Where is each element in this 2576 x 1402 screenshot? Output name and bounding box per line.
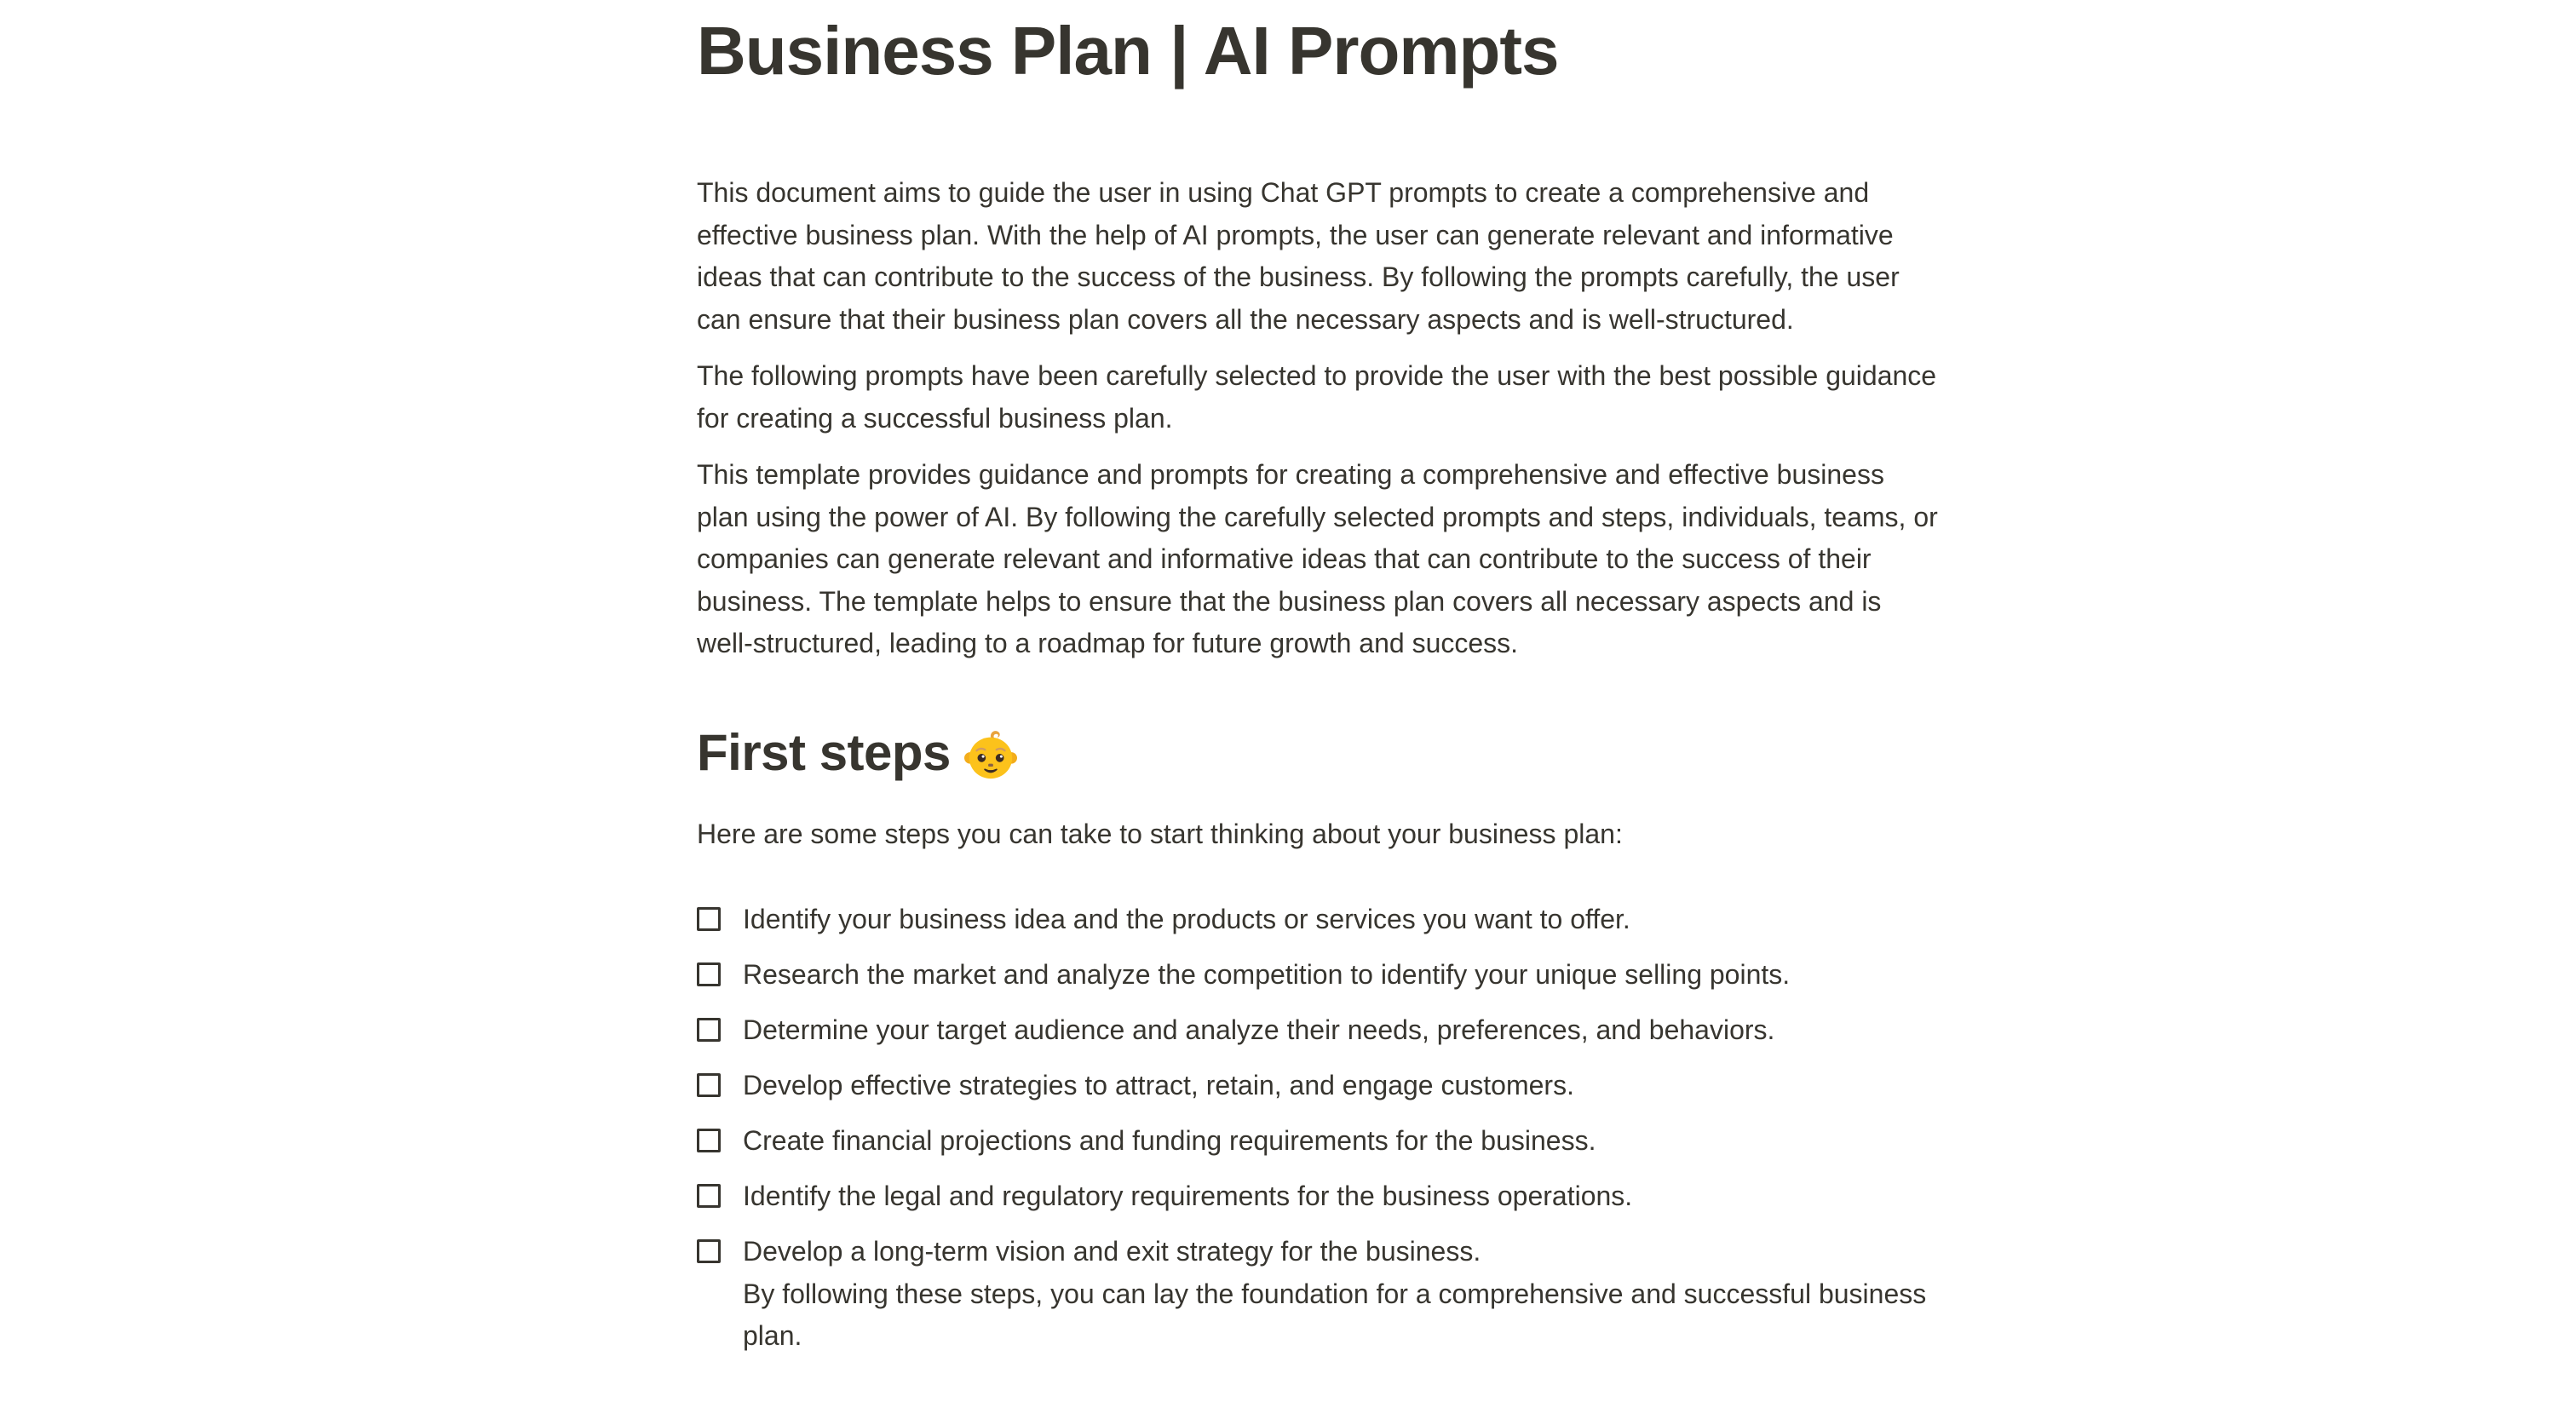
todo-label: Create financial projections and funding requirements for the business. xyxy=(743,1125,1596,1156)
paragraph: The following prompts have been carefully selected to provide the user with the best possible guidance for creating a successful business plan. xyxy=(697,360,1937,434)
todo-text xyxy=(743,954,1941,997)
paragraph: This template provides guidance and prompts for creating a comprehensive and effective business plan using the power of AI. By following the carefully selected prompts and steps, individuals, teams, or companies can generate relevant and informative ideas that can contribute to the success of their business. The template helps to ensure that the business plan covers all necessary aspects and is well-structured, leading to a roadmap for future growth and success. xyxy=(697,459,1938,658)
todo-text xyxy=(743,1009,1941,1052)
todo-note: By following these steps, you can lay the foundation for a comprehensive and successful business plan. xyxy=(743,1278,1927,1351)
todo-text xyxy=(743,1065,1941,1107)
todo-checkbox[interactable] xyxy=(697,1184,721,1208)
todo-item xyxy=(697,1231,1941,1358)
todo-list xyxy=(697,899,1941,1358)
todo-label: Develop effective strategies to attract, retain, and engage customers. xyxy=(743,1070,1574,1100)
todo-item xyxy=(697,954,1941,997)
todo-checkbox[interactable] xyxy=(697,962,721,986)
todo-checkbox[interactable] xyxy=(697,1129,721,1152)
intro-paragraphs xyxy=(697,172,1941,665)
todo-item xyxy=(697,1175,1941,1218)
todo-checkbox[interactable] xyxy=(697,907,721,931)
todo-checkbox[interactable] xyxy=(697,1073,721,1097)
todo-label: Develop a long-term vision and exit strategy for the business. xyxy=(743,1236,1481,1267)
todo-text xyxy=(743,1120,1941,1163)
todo-text xyxy=(743,1231,1941,1358)
todo-label: Identify your business idea and the products or services you want to offer. xyxy=(743,904,1630,934)
todo-item xyxy=(697,1065,1941,1107)
baby-emoji-icon xyxy=(964,728,1017,781)
document-page xyxy=(697,0,1941,1370)
todo-label: Determine your target audience and analyze their needs, preferences, and behaviors. xyxy=(743,1014,1775,1045)
todo-item xyxy=(697,1009,1941,1052)
todo-checkbox[interactable] xyxy=(697,1239,721,1263)
todo-item xyxy=(697,1120,1941,1163)
section-intro: Here are some steps you can take to start thinking about your business plan: xyxy=(697,818,1623,849)
section-heading xyxy=(697,721,1941,784)
todo-text xyxy=(743,1175,1941,1218)
todo-checkbox[interactable] xyxy=(697,1018,721,1042)
todo-item xyxy=(697,899,1941,941)
todo-label: Research the market and analyze the competition to identify your unique selling points. xyxy=(743,959,1791,990)
paragraph: This document aims to guide the user in using Chat GPT prompts to create a comprehensive and effective business plan. With the help of AI prompts, the user can generate relevant and informative ideas that can contribute to the success of the business. By following the prompts carefully, the user can ensure that their business plan covers all the necessary aspects and is well-structured. xyxy=(697,177,1900,335)
todo-text xyxy=(743,899,1941,941)
page-title[interactable]: Business Plan | AI Prompts xyxy=(697,13,1559,89)
section-heading-text: First steps xyxy=(697,723,951,781)
todo-label: Identify the legal and regulatory requirements for the business operations. xyxy=(743,1181,1633,1211)
